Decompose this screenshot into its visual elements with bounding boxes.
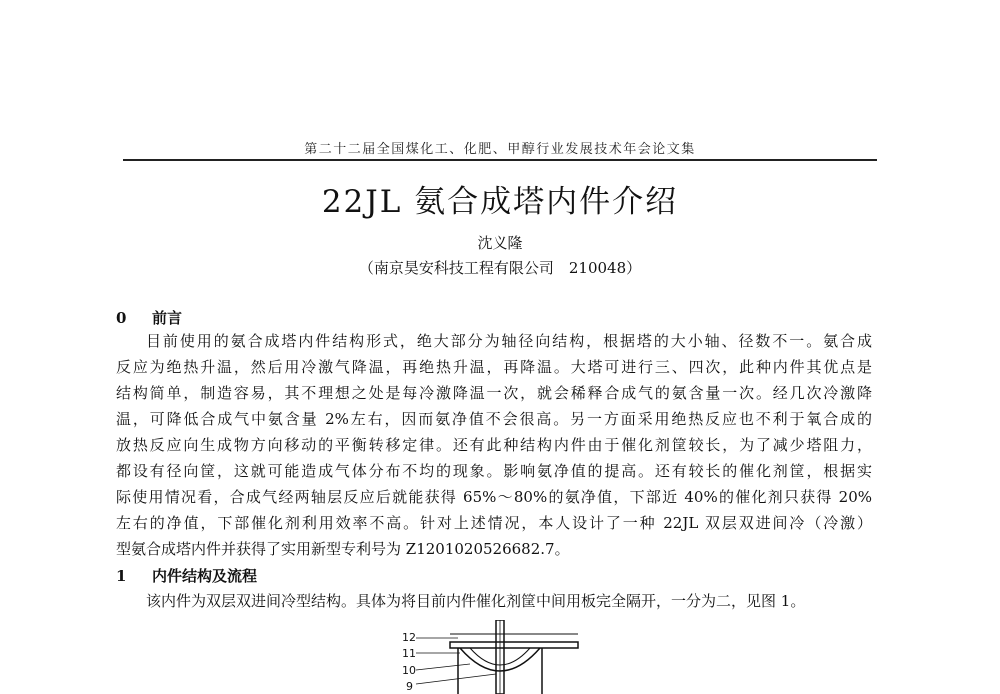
author-name: 沈义隆 [477, 234, 523, 252]
section-heading-0 [116, 307, 182, 328]
reactor-drawing [400, 620, 590, 694]
paragraph-line: 结构简单，制造容易，其不理想之处是每冷激降温一次，就会稀释合成气的氨含量一次。经几次冷激降 [116, 384, 872, 402]
section-title: 内件结构及流程 [152, 567, 258, 585]
running-header: 第二十二届全国煤化工、化肥、甲醇行业发展技术年会论文集 [304, 142, 696, 157]
paragraph-line: 温，可降低合成气中氨含量 2%左右，因而氨净值不会很高。另一方面采用绝热反应也不利于氧合成的 [116, 410, 872, 428]
paragraph-line: 该内件为双层双进间冷型结构。具体为将目前内件催化剂筐中间用板完全隔开，一分为二，见图 1。 [146, 592, 806, 610]
section-heading-1 [116, 565, 257, 586]
paragraph-line: 型氨合成塔内件并获得了实用新型专利号为 Z1201020526682.7。 [116, 540, 570, 558]
section-number: 0 [116, 309, 127, 327]
paragraph-line: 目前使用的氨合成塔内件结构形式，绝大部分为轴径向结构，根据塔的大小轴、径数不一。氨合成 [146, 332, 872, 350]
callout-label: 12 [402, 631, 416, 644]
affiliation: （南京昊安科技工程有限公司 210048） [358, 259, 642, 277]
top-flange [450, 642, 578, 648]
paragraph-line: 放热反应向生成物方向移动的平衡转移定律。还有此种结构内件由于催化剂筐较长，为了减少塔阻力， [116, 436, 872, 454]
leader-line [416, 674, 496, 684]
callout-label: 9 [406, 680, 413, 693]
callout-label: 10 [402, 664, 416, 677]
figure-1-diagram [400, 620, 590, 694]
paragraph-line: 左右的净值，下部催化剂利用效率不高。针对上述情况，本人设计了一种 22JL 双层双进间冷（冷激） [116, 514, 872, 532]
paragraph-line: 际使用情况看，合成气经两轴层反应后就能获得 65%～80%的氨净值，下部近 40%的催化剂只获得 20% [116, 488, 872, 506]
leader-line [416, 664, 470, 670]
callout-label: 11 [402, 647, 416, 660]
section-title: 前言 [152, 309, 183, 327]
section-number: 1 [116, 567, 127, 585]
header-rule [123, 159, 877, 161]
paper-title: 22JL 氨合成塔内件介绍 [321, 184, 679, 220]
paragraph-line: 都设有径向筐，这就可能造成气体分布不均的现象。影响氨净值的提高。还有较长的催化剂筐，根据实 [116, 462, 872, 480]
paragraph-line: 反应为绝热升温，然后用冷激气降温，再绝热升温，再降温。大塔可进行三、四次，此种内件其优点是 [116, 358, 872, 376]
